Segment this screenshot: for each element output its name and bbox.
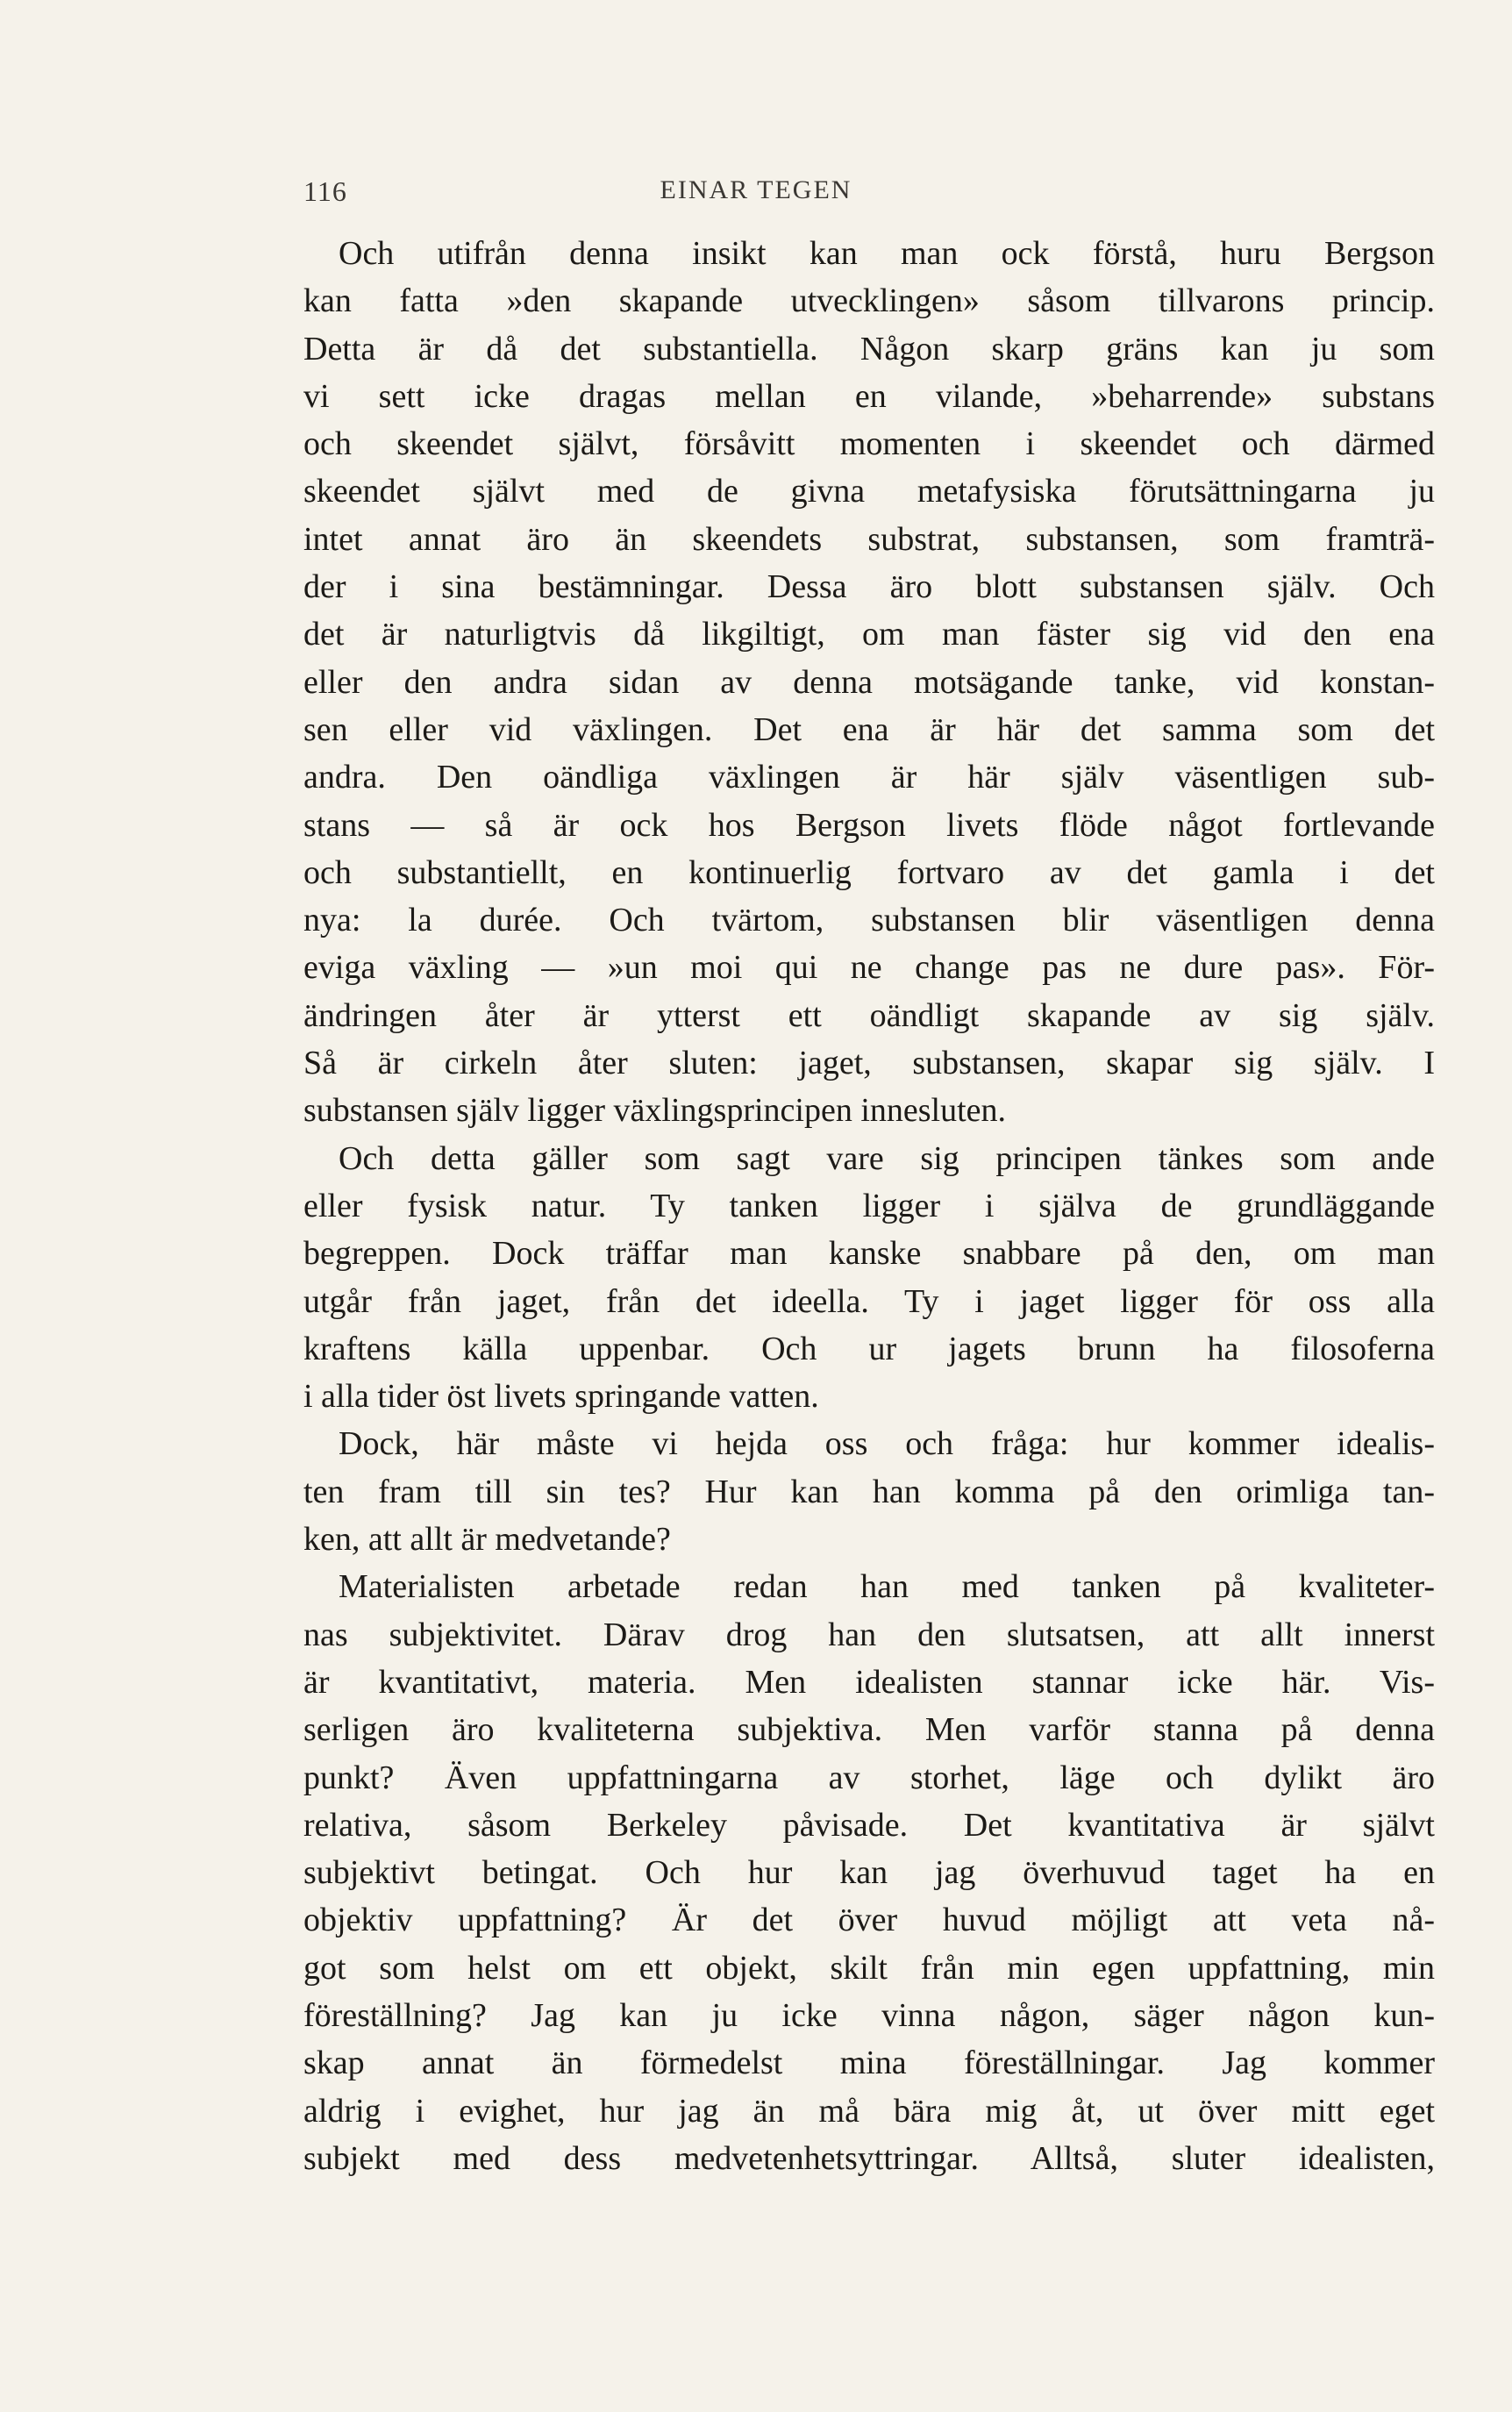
text-line: vi sett icke dragas mellan en vilande, »beharrende» substans [303,377,1435,415]
text-line: begreppen. Dock träffar man kanske snabbare på den, om man [303,1235,1435,1273]
text-line: nya: la durée. Och tvärtom, substansen blir väsentligen denna [303,902,1435,939]
text-line: det är naturligtvis då likgiltigt, om man fäster sig vid den ena [303,616,1435,653]
text-line: intet annat äro än skeendets substrat, substansen, som framträ- [303,520,1435,558]
text-line: got som helst om ett objekt, skilt från min egen uppfattning, min [303,1949,1435,1987]
text-line: ken, att allt är medvetande? [303,1521,671,1559]
text-line: substansen själv ligger växlingsprincipen innesluten. [303,1092,1007,1130]
text-line: är kvantitativt, materia. Men idealisten stannar icke här. Vis- [303,1663,1435,1701]
text-line: Och utifrån denna insikt kan man ock förstå, huru Bergson [339,235,1435,272]
text-line: föreställning? Jag kan ju icke vinna någon, säger någon kun- [303,1996,1435,2034]
text-line: serligen äro kvaliteterna subjektiva. Men varför stanna på denna [303,1711,1435,1749]
text-line: Så är cirkeln åter sluten: jaget, substansen, skapar sig själv. I [303,1045,1435,1082]
text-line: andra. Den oändliga växlingen är här själv väsentligen sub- [303,759,1435,796]
text-line: punkt? Även uppfattningarna av storhet, läge och dylikt äro [303,1759,1435,1796]
text-line: stans — så är ock hos Bergson livets flöde något fortlevande [303,806,1435,844]
text-line: ändringen åter är ytterst ett oändligt skapande av sig själv. [303,996,1435,1034]
page-number: 116 [303,175,347,207]
text-line: och skeendet självt, försåvitt momenten i skeendet och därmed [303,425,1435,463]
text-line: objektiv uppfattning? Är det över huvud möjligt att veta nå- [303,1902,1435,1939]
text-line: Detta är då det substantiella. Någon skarp gräns kan ju som [303,330,1435,368]
text-line: kan fatta »den skapande utvecklingen» såsom tillvarons princip. [303,282,1435,320]
text-line: eller fysisk natur. Ty tanken ligger i själva de grundläggande [303,1187,1435,1224]
text-line: sen eller vid växlingen. Det ena är här det samma som det [303,710,1435,748]
text-line: Dock, här måste vi hejda oss och fråga: hur kommer idealis- [339,1425,1435,1463]
text-line: subjekt med dess medvetenhetsyttringar. Alltså, sluter idealisten, [303,2139,1435,2177]
text-line: nas subjektivitet. Därav drog han den slutsatsen, att allt innerst [303,1616,1435,1653]
text-line: skap annat än förmedelst mina föreställningar. Jag kommer [303,2044,1435,2082]
text-line: Och detta gäller som sagt vare sig principen tänkes som ande [339,1139,1435,1177]
text-line: i alla tider öst livets springande vatten. [303,1378,819,1416]
text-line: eviga växling — »un moi qui ne change pas ne dure pas». För- [303,949,1435,987]
text-line: kraftens källa uppenbar. Och ur jagets brunn ha filosoferna [303,1330,1435,1367]
text-line: relativa, såsom Berkeley påvisade. Det kvantitativa är självt [303,1806,1435,1844]
text-line: och substantiellt, en kontinuerlig fortvaro av det gamla i det [303,853,1435,891]
text-line: Materialisten arbetade redan han med tanken på kvaliteter- [339,1568,1435,1606]
text-line: eller den andra sidan av denna motsägande tanke, vid konstan- [303,663,1435,701]
text-line: ten fram till sin tes? Hur kan han komma på den orimliga tan- [303,1473,1435,1510]
running-head: EINAR TEGEN [660,175,852,204]
text-line: skeendet självt med de givna metafysiska förutsättningarna ju [303,473,1435,510]
page-header [0,175,1512,211]
body-text [303,230,1435,2182]
text-line: utgår från jaget, från det ideella. Ty i jaget ligger för oss alla [303,1282,1435,1320]
text-line: subjektivt betingat. Och hur kan jag överhuvud taget ha en [303,1854,1435,1892]
text-line: aldrig i evighet, hur jag än må bära mig åt, ut över mitt eget [303,2092,1435,2130]
text-line: der i sina bestämningar. Dessa äro blott substansen själv. Och [303,568,1435,606]
